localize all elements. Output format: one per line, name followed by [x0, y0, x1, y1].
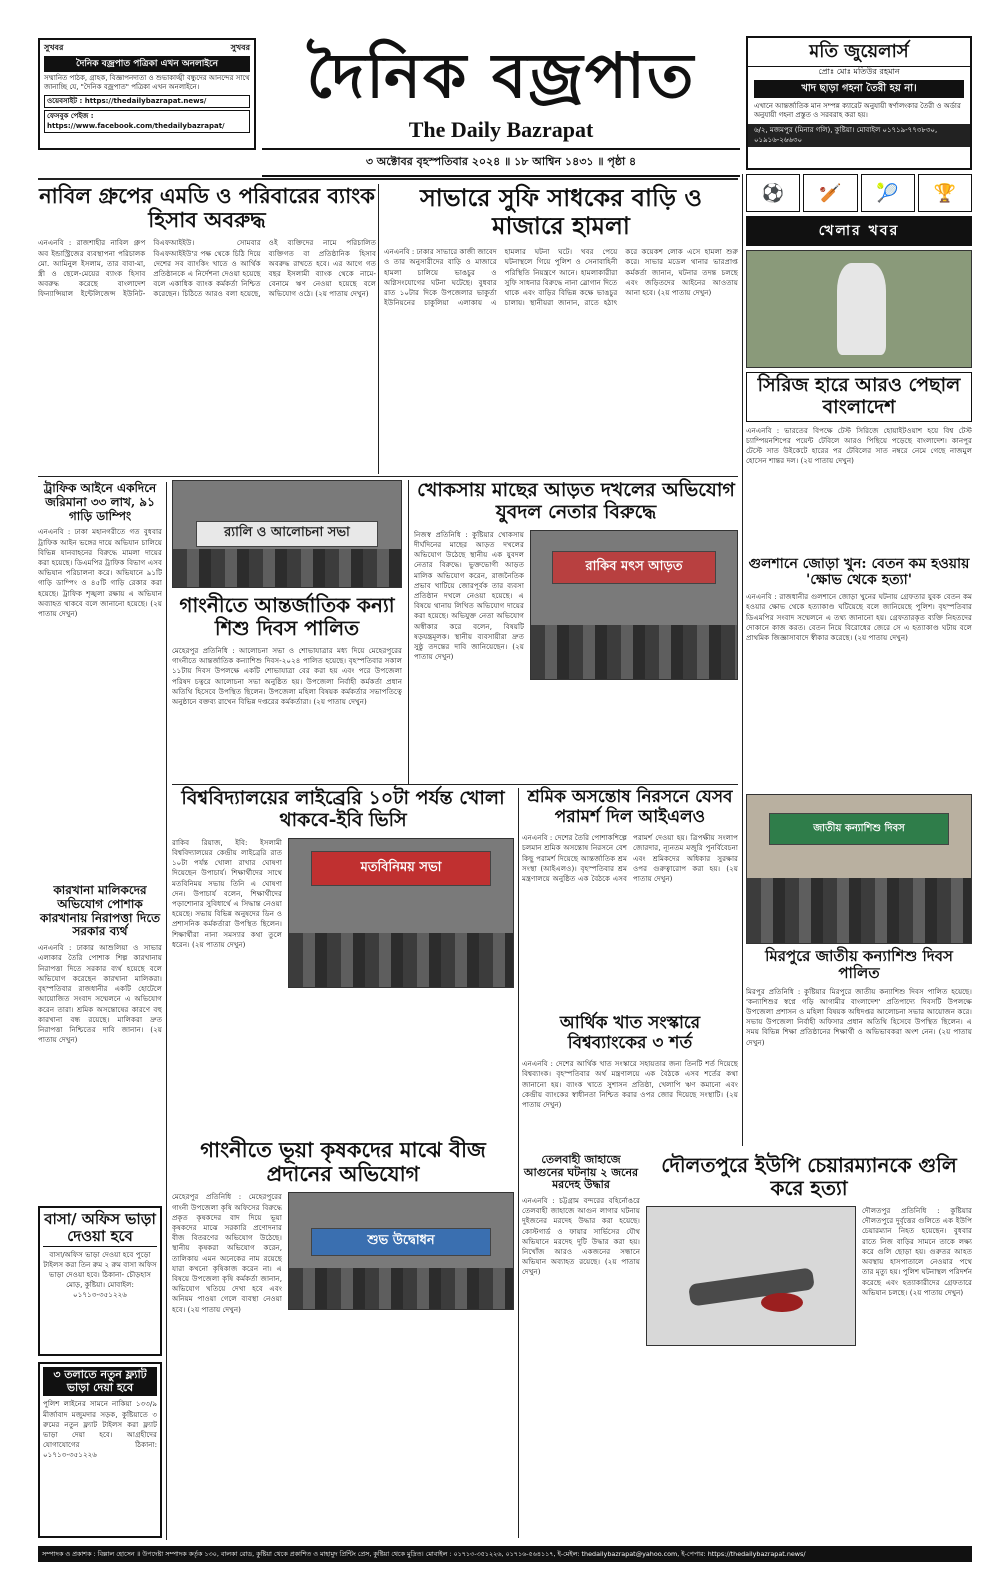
jewellers-ad-title: মতি জুয়েলার্স	[748, 38, 970, 67]
article-library-body: রাকিব রিয়াজ, ইবি: ইসলামী বিশ্ববিদ্যালয়ের কেন্দ্রীয় লাইব্রেরি রাত ১০টা পর্যন্ত খোলা রাখার ঘোষণা দিয়েছেন উপাচার্য। শিক্ষার্থীদের সাথে মতবিনিময় সভায় তিনি এ ঘোষণা দেন। উপাচার্য বলেন, শিক্ষার্থীদের পড়াশোনার সুবিধার্থে এ সিদ্ধান্ত নেওয়া হয়েছে। সভায় বিভিন্ন অনুষদের ডিন ও প্রশাসনিক কর্মকর্তারা উপস্থিত ছিলেন। শিক্ষার্থীরা নানা সমস্যার কথা তুলে ধরেন। (২য় পাতায় দেখুন)	[172, 837, 282, 949]
newspaper-page	[28, 28, 980, 1568]
imprint-footer: সম্পাদক ও প্রকাশক : বিল্লাল হোসেন ॥ উপদেষ্টা সম্পাদক কর্তৃক ১৩০, বালকা রোড, কুষ্টিয়া থেকে প্রকাশিত ও মাহামুদ প্রিন্টিং প্রেস, কুষ্টিয়া থেকে মুদ্রিত। মোবাইল : ০১৭১৩-৩৫১২২৬, ০১৭১৬-৫৬৪১১৭, ই-মেইল: thedailybazrapat@yahoo.com, ই-পেপার: https://thedailybazrapat.news/	[38, 1546, 972, 1562]
website-link[interactable]: ওয়েবসাইট : https://thedailybazrapat.news/	[44, 95, 250, 108]
article-gulshan-headline: গুলশানে জোড়া খুন: বেতন কম হওয়ায় 'ক্ষোভ থেকে হত্যা'	[748, 556, 970, 589]
section-divider	[38, 476, 738, 477]
jewellers-ad-text: এখানে আন্তর্জাতিক মান সম্পন্ন ক্যারেট অনুযায়ী স্বর্ণালংকার তৈরী ও অর্ডার অনুযায়ী গহনা প্রস্তুত ও সরবরাহ করা হয়।	[754, 101, 961, 120]
section-divider	[172, 784, 738, 785]
article-factory-headline: কারখানা মালিকদের অভিযোগ পোশাক কারখানায় নিরাপত্তা দিতে সরকার ব্যর্থ	[39, 883, 161, 939]
sports-label: খেলার খবর	[746, 216, 972, 246]
rally-photo	[172, 480, 402, 588]
article-worldbank-body: এনএনবি : দেশের আর্থিক খাত সংস্কারে সহায়তার জন্য তিনটি শর্ত দিয়েছে বিশ্বব্যাংক। বৃহস্পতিবার অর্থ মন্ত্রণালয়ে এক বৈঠকে এসব শর্তের কথা জানানো হয়। ব্যাংক খাতে সুশাসন প্রতিষ্ঠা, খেলাপি ঋণ কমানো এবং কেন্দ্রীয় ব্যাংকের স্বাধীনতা নিশ্চিত করার ওপর জোর দিয়েছে সংস্থাটি। (২য় পাতায় দেখুন)	[522, 1059, 738, 1109]
article-worker	[522, 788, 738, 993]
article-traffic-headline: ট্রাফিক আইনে একদিনে জরিমানা ৩৩ লাখ, ৯১ গাড়ি ডাম্পিং	[43, 481, 157, 523]
flat-ad	[38, 1362, 162, 1538]
article-mirpur-body: মিরপুর প্রতিনিধি : কুষ্টিয়ার মিরপুরে জাতীয় কন্যাশিশু দিবস পালিত হয়েছে। 'কন্যাশিশুর স্বপ্নে গড়ি আগামীর বাংলাদেশ' প্রতিপাদ্যে দিবসটি উপলক্ষে উপজেলা প্রশাসন ও মহিলা বিষয়ক অধিদপ্তর আলোচনা সভার আয়োজন করে। সভায় উপজেলা নির্বাহী অফিসার প্রধান অতিথি হিসেবে উপস্থিত ছিলেন। এ সময় বিভিন্ন শিক্ষা প্রতিষ্ঠানের শিক্ষার্থী ও অভিভাবকরা অংশ নেন। (২য় পাতায় দেখুন)	[746, 986, 972, 1047]
meeting-photo	[288, 838, 514, 988]
article-seed	[172, 1138, 514, 1512]
seed-distribution-photo	[288, 1192, 514, 1310]
article-fish-headline: খোকসায় মাছের আড়ত দখলের অভিযোগ যুবদল নেতার বিরুদ্ধে	[417, 479, 735, 523]
article-daulatpur	[646, 1154, 972, 1506]
flat-ad-headline: ৩ তলাতে নতুন ফ্ল্যাট ভাড়া দেয়া হবে	[43, 1367, 157, 1396]
mirpur-event-photo	[746, 794, 972, 944]
article-library	[172, 788, 514, 1014]
sports-section	[746, 174, 972, 550]
article-sufi	[384, 184, 738, 479]
trophy-icon: 🏆	[918, 174, 972, 212]
dateline: ৩ অক্টোবর বৃহস্পতিবার ২০২৪ ॥ ১৮ আশ্বিন ১৪৩১ ॥ পৃষ্ঠা ৪	[262, 148, 740, 177]
article-traffic	[38, 482, 162, 847]
article-daulatpur-headline: দৌলতপুরে ইউপি চেয়ারম্যানকে গুলি করে হত্যা	[661, 1153, 957, 1200]
article-worker-body: এনএনবি : দেশের তৈরি পোশাকশিল্পে চলমান শ্রমিক অসন্তোষ নিরসনে বেশ কিছু পরামর্শ দিয়েছে আন্তর্জাতিক শ্রম সংস্থা (আইএলও)। বৃহস্পতিবার শ্রম মন্ত্রণালয়ে অনুষ্ঠিত এক বৈঠকে এসব পরামর্শ দেওয়া হয়। ত্রিপক্ষীয় সংলাপ জোরদার, ন্যূনতম মজুরি পুনর্বিবেচনা এবং শ্রমিকদের অধিকার সুরক্ষার ওপর গুরুত্বারোপ করা হয়। (২য় পাতায় দেখুন)	[522, 833, 738, 883]
article-fish	[414, 480, 738, 766]
column-divider	[166, 482, 167, 1540]
masthead	[262, 34, 740, 174]
meeting-people	[289, 933, 513, 986]
article-sufi-body: এনএনবি : ঢাকার সাভারে কাজী জাবেদ ও তার অনুসারীদের বাড়ি ও মাজারে হামলা চালিয়ে ভাঙচুর ও অগ্নিসংযোগের ঘটনা ঘটেছে। বুধবার রাত ১০টার দিকে উপজেলার ভাকুর্তা ইউনিয়নের চাকুলিয়া এলাকায় এ হামলার ঘটনা ঘটে। খবর পেয়ে ঘটনাস্থলে গিয়ে পুলিশ ও সেনাবাহিনী পরিস্থিতি নিয়ন্ত্রণে আনে। হামলাকারীরা সুফি সাধনার বিরুদ্ধে নানা স্লোগান দিতে থাকে এবং বাড়ির বিভিন্ন কক্ষে ভাঙচুর চালায়। স্থানীয়রা জানান, রাতে হঠাৎ করে কয়েকশ লোক এসে হামলা শুরু করে। সাভার মডেল থানার ভারপ্রাপ্ত কর্মকর্তা জানান, ঘটনার তদন্ত চলছে এবং জড়িতদের আইনের আওতায় আনা হবে। (২য় পাতায় দেখুন)	[384, 247, 738, 308]
football-icon: ⚽	[746, 174, 800, 212]
article-worldbank-headline: আর্থিক খাত সংস্কারে বিশ্বব্যাংকের ৩ শর্ত	[559, 1013, 701, 1053]
flat-ad-body: পুলিশ লাইনের সামনে নাকিয়া ১৩৩/৯ মীর্জাবাদ মজুমদার সড়ক, কুষ্টিয়াতে ৩ রুমের নতুন ফ্ল্যাট টাইলস করা ফ্ল্যাট ভাড়া দেয়া হবে। আগ্রহীদের যোগাযোগের ঠিকানা: ০১৭১৩-৩৫১২২৬	[43, 1399, 157, 1460]
online-notice-box	[38, 38, 256, 150]
crowd-figures	[173, 549, 401, 587]
article-nabil-headline: নাবিল গ্রুপের এমডি ও পরিবারের ব্যাংক হিসাব অবরুদ্ধ	[39, 183, 375, 233]
rent-ad-headline: বাসা/ অফিস ভাড়া দেওয়া হবে	[44, 1210, 156, 1246]
article-seed-headline: গাংনীতে ভূয়া কৃষকদের মাঝে বীজ প্রদানের অভিযোগ	[200, 1137, 486, 1187]
article-ship-body: এনএনবি : চট্টগ্রাম বন্দরের বহির্নোঙরে তেলবাহী জাহাজে আগুন লাগার ঘটনায় দুইজনের মরদেহ উদ্ধার করা হয়েছে। কোস্টগার্ড ও ফায়ার সার্ভিসের যৌথ অভিযানে মরদেহ দুটি উদ্ধার করা হয়। নিখোঁজ আরও একজনের সন্ধানে অভিযান অব্যাহত রয়েছে। (২য় পাতায় দেখুন)	[522, 1195, 640, 1277]
article-nabil-body: এনএনবি : রাজশাহীর নাবিল গ্রুপ অব ইন্ডাস্ট্রিজের ব্যবস্থাপনা পরিচালক মো. আমিনুল ইসলাম, তার বাবা-মা, স্ত্রী ও ছেলে-মেয়ের ব্যাংক হিসাব অবরুদ্ধ করেছে বাংলাদেশ ফিন্যান্সিয়াল ইন্টেলিজেন্স ইউনিট-বিএফআইইউ। সোমবার বিএফআইইউ'র পক্ষ থেকে চিঠি দিয়ে দেশের সব ব্যাংকিং খাতে ও আর্থিক প্রতিষ্ঠানকে এ নির্দেশনা দেওয়া হয়েছে বলে একাধিক ব্যাংক কর্মকর্তা নিশ্চিত করেছেন। চিঠিতে আরও বলা হয়েছে, ওই ব্যক্তিদের নামে পরিচালিত ব্যক্তিগত বা প্রতিষ্ঠানিক হিসাব অবরুদ্ধ রাখতে হবে। এর আগে গত বছর ইসলামী ব্যাংক থেকে নামে-বেনামে ঋণ নেওয়া হয়েছে বলে অভিযোগ ওঠে। (২য় পাতায় দেখুন)	[38, 238, 376, 299]
article-child-day-body: মেহেরপুর প্রতিনিধি : আলোচনা সভা ও শোভাযাত্রার মধ্য দিয়ে মেহেরপুরের গাংনীতে আন্তর্জাতিক কন্যাশিশু দিবস-২০২৪ পালিত হয়েছে। বৃহস্পতিবার সকাল ১১টায় দিবস উপলক্ষে একটি শোভাযাত্রা বের করা হয় এবং পরে উপজেলা পরিষদ চত্বরে আলোচনা সভা অনুষ্ঠিত হয়। উপজেলা নির্বাহী কর্মকর্তা প্রধান অতিথি হিসেবে উপস্থিত ছিলেন। উপজেলা মহিলা বিষয়ক কর্মকর্তার সভাপতিত্বে অনুষ্ঠানে বক্তব্য রাখেন বিভিন্ন দপ্তরের কর্মকর্তারা। (২য় পাতায় দেখুন)	[172, 646, 402, 707]
online-notice-title: দৈনিক বজ্রপাত পত্রিকা এখন অনলাইনে	[44, 56, 250, 72]
rent-ad	[38, 1206, 162, 1356]
market-people	[531, 625, 737, 678]
online-notice-text: সম্মানিত পাঠক, গ্রাহক, বিজ্ঞাপনদাতা ও শুভাকাঙ্খী বন্ধুদের আনন্দের সাথে জানাচ্ছি যে, "দৈনিক বজ্রপাত" পত্রিকা এখন অনলাইনে।	[44, 73, 250, 92]
good-news-tag-left: সুখবর	[44, 43, 64, 52]
header-divider	[38, 178, 738, 180]
article-ship-headline: তেলবাহী জাহাজে আগুনের ঘটনায় ২ জনের মরদেহ উদ্ধার	[523, 1153, 639, 1192]
crime-scene-photo	[646, 1206, 856, 1346]
jewellers-ad-proprietor: প্রোঃ মোঃ মতিউর রহমান	[818, 67, 900, 77]
rally-banner: র‍্যালি ও আলোচনা সভা	[196, 521, 378, 546]
column-divider	[408, 480, 409, 784]
jewellers-ad-address: ৬/২, মজমপুর (মিনার গলি), কুষ্টিয়া। মোবাইল ০১৭১৯-৭৭৩৮৩০, ০১৯১৬-২৬৬৩০	[748, 124, 970, 147]
article-child-day-headline: গাংনীতে আন্তর্জাতিক কন্যা শিশু দিবস পালিত	[179, 593, 395, 640]
article-nabil	[38, 184, 376, 486]
jewellers-ad	[746, 36, 972, 170]
article-worker-headline: শ্রমিক অসন্তোষ নিরসনে যেসব পরামর্শ দিল আইএলও	[527, 787, 733, 827]
jewellers-ad-tagline: খাদ ছাড়া গহনা তৈরী হয় না।	[754, 80, 964, 98]
farmers-figures	[289, 1268, 513, 1310]
article-series-body: এনএনবি : ভারতের বিপক্ষে টেস্ট সিরিজে হোয়াইটওয়াশ হয়ে বিশ্ব টেস্ট চ্যাম্পিয়নশিপের পয়েন্ট টেবিলে আরও পিছিয়ে পড়েছে বাংলাদেশ। কানপুর টেস্টে সাত উইকেটে হারের পর টেবিলের সাত নম্বরে নেমে গেছে নাজমুল হোসেন শান্তর দল। (২য় পাতায় দেখুন)	[746, 425, 972, 466]
article-series-headline: সিরিজ হারে আরও পেছাল বাংলাদেশ	[746, 372, 972, 422]
article-library-headline: বিশ্ববিদ্যালয়ের লাইব্রেরি ১০টা পর্যন্ত খোলা থাকবে-ইবি ভিসি	[181, 787, 505, 831]
article-child-day	[172, 480, 402, 750]
article-factory	[38, 884, 162, 1223]
article-factory-body: এনএনবি : ঢাকার আশুলিয়া ও সাভার এলাকার তৈরি পোশাক শিল্প কারখানায় নিরাপত্তা দিতে সরকার ব্যর্থ হয়েছে বলে অভিযোগ করেছেন কারখানা মালিকরা। বৃহস্পতিবার রাজধানীর একটি হোটেলে আয়োজিত সংবাদ সম্মেলনে এ অভিযোগ করেন তারা। শ্রমিক অসন্তোষের কারণে বহু কারখানা বন্ধ রয়েছে। মালিকরা দ্রুত নিরাপত্তা নিশ্চিতের দাবি জানান। (২য় পাতায় দেখুন)	[38, 943, 162, 1045]
mirpur-banner: জাতীয় কন্যাশিশু দিবস	[769, 813, 948, 846]
article-fish-body: নিজস্ব প্রতিনিধি : কুষ্টিয়ার খোকসায় দীর্ঘদিনের মাছের আড়ত দখলের অভিযোগ উঠেছে স্থানীয় এক যুবদল নেতার বিরুদ্ধে। ভুক্তভোগী আড়ত মালিক অভিযোগ করেন, রাজনৈতিক প্রভাব খাটিয়ে জোরপূর্বক তার ব্যবসা প্রতিষ্ঠান দখলে নেওয়া হয়েছে। এ বিষয়ে থানায় লিখিত অভিযোগ দায়ের করা হয়েছে। অভিযুক্ত নেতা অভিযোগ অস্বীকার করে বলেন, বিষয়টি ষড়যন্ত্রমূলক। স্থানীয় ব্যবসায়ীরা দ্রুত সুষ্ঠু তদন্তের দাবি জানিয়েছেন। (২য় পাতায় দেখুন)	[414, 529, 524, 662]
seed-banner: শুভ উদ্বোধন	[311, 1228, 490, 1256]
fish-market-photo	[530, 530, 738, 680]
column-divider	[742, 174, 743, 1146]
article-ship	[522, 1154, 640, 1536]
article-traffic-body: এনএনবি : ঢাকা মহানগরীতে গত বুধবার ট্রাফিক আইন ভঙ্গের দায়ে অভিযান চালিয়ে বিভিন্ন যানবাহনের বিরুদ্ধে মামলা দায়ের করা হয়েছে। ডিএমপির ট্রাফিক বিভাগ এসব অভিযান পরিচালনা করে। অভিযানে ৯১টি গাড়ি ডাম্পিং ও ৪৫টি গাড়ি রেকার করা হয়েছে। ট্রাফিক শৃঙ্খলা রক্ষায় এ অভিযান অব্যাহত থাকবে বলে জানানো হয়েছে। (২য় পাতায় দেখুন)	[38, 527, 162, 619]
sports-icons-strip	[746, 174, 972, 212]
rent-ad-body: বাসা/অফিস ভাড়া দেওয়া হবে পুড়ো টাইলস করা তিন রুম ২ রুম বাসা অফিস ভাড়া দেওয়া হবে। ঠিকানা- চৌড়হাস মোড়, কুষ্টিয়া। মোবাইল: ০১৭১৩-৩৫১২২৬	[43, 1249, 157, 1300]
article-mirpur-headline: মিরপুরে জাতীয় কন্যাশিশু দিবস পালিত	[765, 947, 953, 983]
meeting-banner: মতবিনিময় সভা	[311, 851, 490, 887]
article-sufi-headline: সাভারে সুফি সাধকের বাড়ি ও মাজারে হামলা	[419, 183, 703, 240]
facebook-link[interactable]: ফেসবুক পেইজ : https://www.facebook.com/thedailybazrapat/	[44, 110, 250, 133]
newspaper-title: দৈনিক বজ্রপাত	[306, 39, 696, 112]
blood-stain	[761, 1293, 803, 1312]
fish-market-sign: রাকিব মৎস আড়ত	[552, 551, 717, 584]
tennis-icon: 🎾	[861, 174, 915, 212]
cricket-icon: 🏏	[803, 174, 857, 212]
column-divider	[518, 788, 519, 1538]
article-mirpur	[746, 794, 972, 1135]
batsman-figure	[837, 263, 886, 356]
article-worldbank	[522, 1014, 738, 1155]
cricket-photo	[746, 250, 972, 368]
article-seed-body: মেহেরপুর প্রতিনিধি : মেহেরপুরের গাংনী উপজেলা কৃষি অফিসের বিরুদ্ধে প্রকৃত কৃষকদের বাদ দিয়ে ভূয়া কৃষকদের মাঝে সরকারি প্রণোদনার বীজ বিতরণের অভিযোগ উঠেছে। স্থানীয় কৃষকরা অভিযোগ করেন, তালিকায় এমন অনেকের নাম রয়েছে যারা কখনো কৃষিকাজ করেন না। এ বিষয়ে উপজেলা কৃষি কর্মকর্তা জানান, অভিযোগ খতিয়ে দেখা হবে এবং অনিয়ম পাওয়া গেলে ব্যবস্থা নেওয়া হবে। (২য় পাতায় দেখুন)	[172, 1192, 282, 1314]
good-news-tag-right: সুখবর	[230, 43, 250, 52]
column-divider	[378, 184, 379, 474]
article-daulatpur-body: দৌলতপুর প্রতিনিধি : কুষ্টিয়ার দৌলতপুরে দুর্বৃত্তের গুলিতে এক ইউপি চেয়ারম্যান নিহত হয়েছেন। বুধবার রাতে নিজ বাড়ির সামনে তাকে লক্ষ্য করে গুলি ছোড়া হয়। গুরুতর আহত অবস্থায় হাসপাতালে নেওয়ার পথে তার মৃত্যু হয়। পুলিশ ঘটনাস্থল পরিদর্শন করেছে এবং হত্যাকারীদের গ্রেফতারে অভিযান চলছে। (২য় পাতায় দেখুন)	[862, 1206, 972, 1297]
participants-figures	[747, 878, 971, 943]
article-gulshan-body: এনএনবি : রাজধানীর গুলশানে জোড়া খুনের ঘটনায় গ্রেফতার যুবক বেতন কম হওয়ার ক্ষোভ থেকে হত্যাকাণ্ড ঘটিয়েছে বলে জানিয়েছে পুলিশ। বৃহস্পতিবার ডিএমপির সংবাদ সম্মেলনে এ তথ্য জানানো হয়। গ্রেফতারকৃত ব্যক্তি নিহতদের দোকানে কাজ করত। বেতন নিয়ে বিরোধের জেরে সে এ হত্যাকাণ্ড ঘটায় বলে প্রাথমিক জিজ্ঞাসাবাদে স্বীকার করেছে। (২য় পাতায় দেখুন)	[746, 592, 972, 643]
article-gulshan	[746, 556, 972, 770]
newspaper-title-english: The Daily Bazrapat	[408, 117, 594, 142]
